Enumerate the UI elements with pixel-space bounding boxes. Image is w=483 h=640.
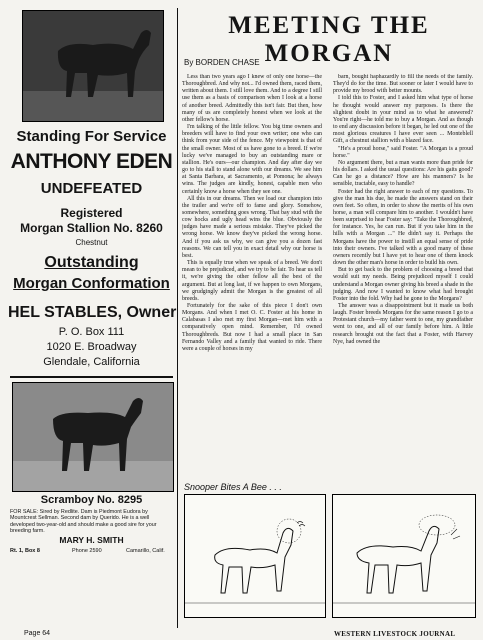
ad-owner: HEL STABLES, Owner <box>8 304 177 321</box>
ad2-city: Camarillo, Calif. <box>126 548 165 554</box>
advertisement-sidebar <box>8 8 175 630</box>
ad-city: Glendale, California <box>43 356 140 368</box>
ad-undefeated: UNDEFEATED <box>40 180 143 197</box>
article-paragraph: I'm talking of the little fellow. You big time owners and breeders will have to find your own writer; one who can think from your side of the fence. My viewpoint is that of the small owner. Most of us have gone to a breed. If we're lucky we've managed to buy an outstanding mare or stallion. He's ours—our champion. And day after day we go to his stall to stand alone with our dreams. We see him at Santa Barbara, at Sacramento, at Pomona; he always wins. The judges are kindly, honest, capable men who certainly know a horse when they see one. <box>182 124 322 195</box>
ad2-title: Scramboy No. 8295 <box>40 494 143 506</box>
ad-registered: Registered <box>60 206 123 220</box>
article-paragraph: This is equally true when we speak of a breed. We don't mean to be prejudiced, and we try to be fair. To hear us tell it, we're giving the other fellow all the best of the argument. But at long last, if we happen to own Morgans, we grudgingly admit the Morgan is the greatest of all breeds. <box>182 260 322 302</box>
article-paragraph: But to get back to the problem of choosing a breed that would suit my needs. Being prejudiced myself I could understand a Morgan owner giving his breed a shade in the judging. And now I wanted to know what had brought Foster into the fold. Why had he gone to the Morgans? <box>333 267 473 302</box>
ad-divider <box>10 376 173 378</box>
article-paragraph: Foster had the right answer to each of my questions. To give the man his due, he made the answers stand on their own feet. So often, in order to show the merits of his own horse, a man will compare him to another. I wouldn't have been surprised to hear Foster say: "Take the Thoroughbred, for instance. Yes, he can run. But if you take him in the hills with a Morgan ..." He didn't say it. Perhaps the Morgans have the power to instill an equal sense of pride into their owners. I've talked with a good many of these owners recently but I have yet to hear one of them knock down the other man's horse in order to build his own. <box>333 188 473 267</box>
ad-po-box: P. O. Box 111 <box>58 326 125 338</box>
article-paragraph: All this in our dreams. Then we load our champion into the trailer and we're off to fame and glory. Somehow, somewhere, something goes wrong. That bay stud with the cow hocks and ugly head wins the blue. Obviously the judges have made a serious mistake. They've picked the wrong horse. We know they've picked the wrong horse. And if you ask us why, we can give you a dozen fast reasons. We can tell you in exact detail why our horse is best. <box>182 195 322 259</box>
ad-stallion-name: ANTHONY EDEN <box>10 150 173 173</box>
colt-photo <box>12 382 174 492</box>
ad2-phone: Phone 2590 <box>72 548 102 554</box>
ad-color: Chestnut <box>75 238 108 247</box>
article-paragraph: Fortunately for the sake of this piece I don't own Morgans. And when I met O. C. Foster at his home in Calabasas I also met my first Morgan—met him with a comparatively open mind. Remember, I'd owned Thoroughbreds. But now I had a small place in San Fernando Valley and a family that wanted to ride. There were a couple of horses in my <box>182 303 322 352</box>
article-paragraph: I told this to Foster, and I asked him what type of horse he thought would answer my purposes. Is there the slightest doubt in your mind as to what he answered? You're right—he told me to buy a Morgan. And as though to end any discussion before it began, he led out one of the most glorious creatures I have ever seen ... Monteblell Gift, a chestnut stallion with a blazed face. <box>333 95 473 145</box>
page-number: Page 64 <box>24 630 51 637</box>
ad-stallion-number: Morgan Stallion No. 8260 <box>20 221 163 235</box>
article-byline: By BORDEN CHASE <box>184 58 260 67</box>
article-paragraph: No argument there, but a man wants more than pride for his dollars. I asked the usual questions: Are his gaits good? Can he go a distance? How are his manners? Is he sensible, tractable, easy to handle? <box>333 159 473 188</box>
cartoon-panel-left <box>184 494 326 618</box>
article-title: MEETING THE MORGAN <box>228 12 430 67</box>
ad2-description: FOR SALE: Sired by Redlite. Dam is Piedmont Eudora by Mountcrest Sellman. Second dam by Querido. He is a well developed two-year-old and should make a good sire for your breeding farm. <box>10 509 157 534</box>
article-paragraph: Less than two years ago I knew of only one horse—the Thoroughbred. And why not... I'd owned them, raced them, written about them. I still love them. And to a degree I still use them as a basis of comparison when I look at a horse of another breed. Admittedly this isn't fair. But then, how many of us are completely honest when we look at the other fellow's horse. <box>182 74 322 123</box>
stallion-photo <box>22 10 164 122</box>
cartoon-title: Snooper Bites A Bee . . . <box>184 482 282 492</box>
ad-conformation: Morgan Conformation <box>13 275 170 292</box>
ad2-box: Rt. 1, Box 8 <box>10 548 40 554</box>
article <box>180 8 478 630</box>
journal-name: WESTERN LIVESTOCK JOURNAL <box>334 630 456 638</box>
ad-standing-for-service: Standing For Service <box>16 128 167 145</box>
article-paragraph: "He's a proud horse," said Foster. "A Morgan is a proud horse." <box>333 145 473 159</box>
ad-outstanding: Outstanding <box>44 254 139 271</box>
article-paragraph: barn, bought haphazardly to fill the needs of the family. They'd do for the time. But sooner or later I would have to provide my brood with better mounts. <box>333 74 473 95</box>
ad-street: 1020 E. Broadway <box>46 341 137 353</box>
cartoon-panel-right <box>332 494 476 618</box>
column-divider <box>177 8 178 628</box>
article-column-2 <box>333 74 473 464</box>
ad2-owner: MARY H. SMITH <box>59 535 124 545</box>
article-paragraph: The answer was a disappointment but it made us both laugh. Foster breeds Morgans for the same reason I go to a Protestant church—my father went to one, my grandfather went to one, and all of our family before him. A little research brought out the fact that a Foster, with Harvey Nye, had owned the <box>333 303 473 345</box>
article-column-1 <box>182 74 322 464</box>
